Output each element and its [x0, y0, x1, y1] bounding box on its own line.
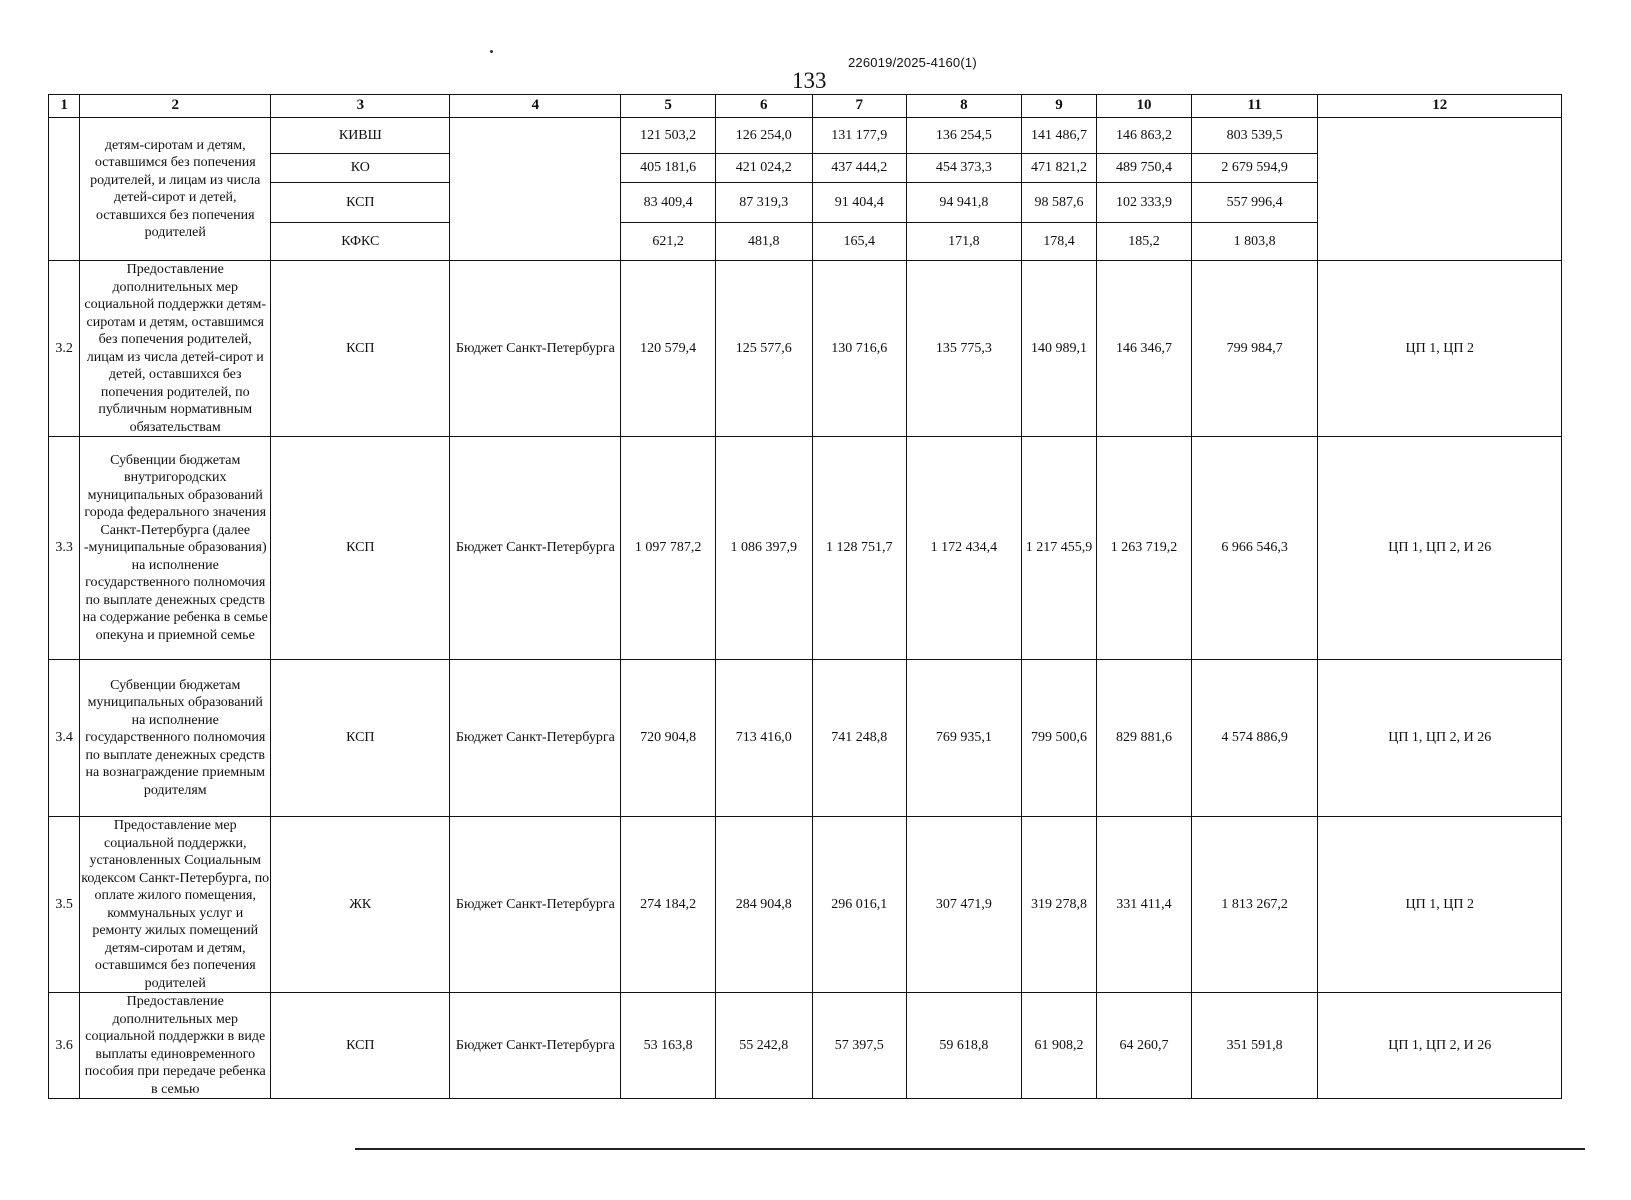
column-header: 9	[1021, 95, 1096, 118]
value-cell: 741 248,8	[812, 660, 907, 817]
scan-speck	[490, 50, 493, 53]
value-cell: 405 181,6	[621, 154, 716, 183]
column-header: 12	[1318, 95, 1562, 118]
table-row	[49, 993, 1562, 1099]
value-cell: 121 503,2	[621, 118, 716, 154]
total-cell: 1 813 267,2	[1191, 817, 1318, 993]
value-cell: 125 577,6	[715, 261, 812, 437]
value-cell: 57 397,5	[812, 993, 907, 1099]
value-cell: 1 086 397,9	[715, 437, 812, 660]
value-cell: 91 404,4	[812, 183, 907, 223]
indicators: ЦП 1, ЦП 2, И 26	[1318, 993, 1562, 1099]
funding-source: Бюджет Санкт-Петербурга	[450, 437, 621, 660]
total-cell: 803 539,5	[1191, 118, 1318, 154]
table-row	[49, 437, 1562, 660]
column-header: 2	[80, 95, 271, 118]
value-cell: 136 254,5	[907, 118, 1022, 154]
indicators: ЦП 1, ЦП 2, И 26	[1318, 660, 1562, 817]
value-cell: 1 217 455,9	[1021, 437, 1096, 660]
value-cell: 55 242,8	[715, 993, 812, 1099]
table-row	[49, 660, 1562, 817]
value-cell: 307 471,9	[907, 817, 1022, 993]
row-number-cell	[49, 118, 80, 261]
value-cell: 799 500,6	[1021, 660, 1096, 817]
funding-code: КФКС	[271, 223, 450, 261]
value-cell: 713 416,0	[715, 660, 812, 817]
value-cell: 437 444,2	[812, 154, 907, 183]
value-cell: 98 587,6	[1021, 183, 1096, 223]
row-description: Субвенции бюджетам внутригородских муниципальных образований города федерального значения Санкт-Петербурга (далее -муниципальные образования) на исполнение государственного полномочия по выплате денежных средств на содержание ребенка в семье опекуна и приемной семье	[80, 437, 271, 660]
value-cell: 94 941,8	[907, 183, 1022, 223]
column-header-row	[49, 95, 1562, 118]
funding-code: КСП	[271, 261, 450, 437]
funding-source-cell	[450, 118, 621, 261]
value-cell: 53 163,8	[621, 993, 716, 1099]
total-cell: 6 966 546,3	[1191, 437, 1318, 660]
total-cell: 2 679 594,9	[1191, 154, 1318, 183]
value-cell: 102 333,9	[1097, 183, 1192, 223]
row-description: Субвенции бюджетам муниципальных образований на исполнение государственного полномочия по выплате денежных средств на вознаграждение приемным родителям	[80, 660, 271, 817]
value-cell: 481,8	[715, 223, 812, 261]
value-cell: 83 409,4	[621, 183, 716, 223]
document-id: 226019/2025-4160(1)	[848, 55, 977, 70]
value-cell: 421 024,2	[715, 154, 812, 183]
indicators: ЦП 1, ЦП 2	[1318, 261, 1562, 437]
row-number: 3.2	[49, 261, 80, 437]
value-cell: 171,8	[907, 223, 1022, 261]
column-header: 4	[450, 95, 621, 118]
value-cell: 61 908,2	[1021, 993, 1096, 1099]
value-cell: 64 260,7	[1097, 993, 1192, 1099]
value-cell: 1 097 787,2	[621, 437, 716, 660]
value-cell: 319 278,8	[1021, 817, 1096, 993]
column-header: 5	[621, 95, 716, 118]
row-description: Предоставление дополнительных мер социальной поддержки детям-сиротам и детям, оставшимся без попечения родителей, лицам из числа детей-сирот и детей, оставшихся без попечения родителей, по публичным нормативным обязательствам	[80, 261, 271, 437]
value-cell: 296 016,1	[812, 817, 907, 993]
value-cell: 1 263 719,2	[1097, 437, 1192, 660]
column-header: 10	[1097, 95, 1192, 118]
row-description: детям-сиротам и детям, оставшимся без попечения родителей, и лицам из числа детей-сирот и детей, оставшихся без попечения родителей	[80, 118, 271, 261]
value-cell: 720 904,8	[621, 660, 716, 817]
row-number: 3.4	[49, 660, 80, 817]
column-header: 11	[1191, 95, 1318, 118]
total-cell: 799 984,7	[1191, 261, 1318, 437]
funding-code: КСП	[271, 437, 450, 660]
column-header: 1	[49, 95, 80, 118]
table-row	[49, 817, 1562, 993]
value-cell: 87 319,3	[715, 183, 812, 223]
value-cell: 454 373,3	[907, 154, 1022, 183]
funding-source: Бюджет Санкт-Петербурга	[450, 261, 621, 437]
value-cell: 331 411,4	[1097, 817, 1192, 993]
total-cell: 1 803,8	[1191, 223, 1318, 261]
row-number: 3.6	[49, 993, 80, 1099]
value-cell: 1 128 751,7	[812, 437, 907, 660]
value-cell: 126 254,0	[715, 118, 812, 154]
value-cell: 284 904,8	[715, 817, 812, 993]
row-description: Предоставление дополнительных мер социальной поддержки в виде выплаты единовременного пособия при передаче ребенка в семью	[80, 993, 271, 1099]
value-cell: 621,2	[621, 223, 716, 261]
value-cell: 178,4	[1021, 223, 1096, 261]
value-cell: 131 177,9	[812, 118, 907, 154]
value-cell: 120 579,4	[621, 261, 716, 437]
funding-code: ЖК	[271, 817, 450, 993]
column-header: 7	[812, 95, 907, 118]
table-row	[49, 118, 1562, 154]
row-number: 3.3	[49, 437, 80, 660]
value-cell: 769 935,1	[907, 660, 1022, 817]
funding-source: Бюджет Санкт-Петербурга	[450, 660, 621, 817]
value-cell: 140 989,1	[1021, 261, 1096, 437]
indicators: ЦП 1, ЦП 2, И 26	[1318, 437, 1562, 660]
page-number: 133	[792, 68, 827, 93]
value-cell: 489 750,4	[1097, 154, 1192, 183]
column-header: 6	[715, 95, 812, 118]
value-cell: 829 881,6	[1097, 660, 1192, 817]
row-description: Предоставление мер социальной поддержки, установленных Социальным кодексом Санкт-Петербурга, по оплате жилого помещения, коммунальных услуг и ремонту жилых помещений детям-сиротам и детям, оставшимся без попечения родителей	[81, 818, 270, 991]
funding-code: КСП	[271, 660, 450, 817]
value-cell: 146 863,2	[1097, 118, 1192, 154]
budget-table	[48, 94, 1562, 1099]
table-row	[49, 261, 1562, 437]
column-header: 3	[271, 95, 450, 118]
value-cell: 130 716,6	[812, 261, 907, 437]
funding-code: КСП	[271, 183, 450, 223]
total-cell: 351 591,8	[1191, 993, 1318, 1099]
value-cell: 185,2	[1097, 223, 1192, 261]
indicators-cell	[1318, 118, 1562, 261]
funding-code: КО	[271, 154, 450, 183]
value-cell: 274 184,2	[621, 817, 716, 993]
indicators: ЦП 1, ЦП 2	[1318, 817, 1562, 993]
row-number: 3.5	[49, 817, 80, 993]
funding-code: КИВШ	[271, 118, 450, 154]
total-cell: 557 996,4	[1191, 183, 1318, 223]
funding-source: Бюджет Санкт-Петербурга	[450, 993, 621, 1099]
value-cell: 146 346,7	[1097, 261, 1192, 437]
value-cell: 135 775,3	[907, 261, 1022, 437]
funding-code: КСП	[271, 993, 450, 1099]
value-cell: 141 486,7	[1021, 118, 1096, 154]
scan-edge-line	[355, 1148, 1585, 1150]
column-header: 8	[907, 95, 1022, 118]
total-cell: 4 574 886,9	[1191, 660, 1318, 817]
value-cell: 471 821,2	[1021, 154, 1096, 183]
value-cell: 59 618,8	[907, 993, 1022, 1099]
value-cell: 1 172 434,4	[907, 437, 1022, 660]
funding-source: Бюджет Санкт-Петербурга	[450, 817, 621, 993]
value-cell: 165,4	[812, 223, 907, 261]
